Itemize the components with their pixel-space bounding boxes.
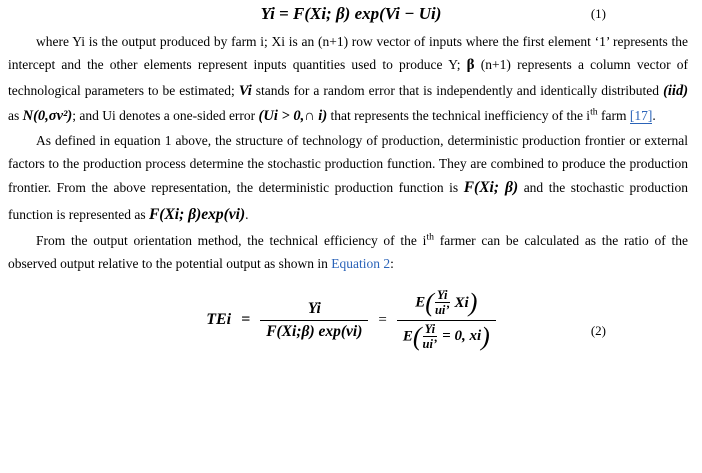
p1-period: . — [652, 107, 656, 123]
denominator-expectation-E: E — [402, 328, 413, 345]
document-page — [0, 4, 702, 473]
paragraph-1-block — [0, 30, 702, 275]
equation-2-equals: = — [241, 311, 251, 329]
denominator-tail: = 0, xi — [442, 328, 482, 345]
p1-part-b: (n+1) represents a column vector of technological parameters to be estimated; — [8, 57, 689, 99]
p1-part-c: stands for a random error that is independently and identically distributed — [255, 83, 660, 99]
paragraph-1 — [8, 30, 688, 129]
numerator-inner-num: Yi — [437, 288, 448, 303]
numerator-inner-den: ui’ — [434, 303, 450, 318]
fraction-1-denominator: F(Xi;β) exp(vi) — [260, 320, 368, 341]
numerator-expectation-E: E — [415, 294, 426, 311]
paragraph-2 — [8, 129, 688, 229]
p2-part-a: As defined in equation 1 above, the structure of technology of production, deterministic production frontier or external factors to the production process determine the stochastic production function. They are combined to produce the production frontier. From the above representation, the deterministic production function is — [8, 132, 688, 196]
equation-2 — [0, 283, 702, 357]
equation-2-equals-2: = — [378, 311, 387, 328]
equation-2-label: TEi — [206, 311, 232, 329]
p1-part-e: ; and Ui denotes a one-sided error — [72, 107, 256, 123]
equation-2-link[interactable]: Equation 2 — [331, 255, 391, 271]
p2-stochastic-function: F(Xi; β)exp(vi) — [148, 205, 246, 223]
numerator-close-paren: ) — [468, 288, 478, 318]
p2-part-b: and the stochastic production function is represented as — [8, 180, 688, 222]
equation-2-row — [0, 283, 702, 357]
denominator-inner-fraction — [423, 323, 438, 351]
p1-beta-symbol: β — [466, 57, 475, 74]
p1-part-g: farm — [597, 107, 627, 123]
equation-1: Yi = F(Xi; β) exp(Vi − Ui) — [260, 4, 442, 23]
p3-part-b: farmer can be calculated as the ratio of the observed output relative to the potential output as shown in — [8, 232, 688, 271]
p3-th-superscript: th — [426, 231, 434, 243]
numerator-tail: Xi — [454, 294, 469, 311]
numerator-open-paren: ( — [425, 288, 434, 318]
equation-1-row — [0, 4, 702, 24]
p2-period: . — [245, 206, 249, 222]
p1-iid-symbol: (iid) — [663, 83, 689, 100]
denominator-close-paren: ) — [481, 321, 490, 351]
equation-2-fraction-2 — [397, 289, 496, 351]
p1-part-f: that represents the technical inefficiency of the i — [330, 107, 591, 123]
numerator-inner-fraction — [435, 289, 450, 317]
fraction-2-numerator — [409, 289, 483, 319]
denominator-open-paren: ( — [412, 321, 422, 351]
paragraph-3 — [8, 229, 688, 275]
p1-th-superscript: th — [590, 106, 598, 118]
denominator-inner-den: ui’ — [422, 336, 438, 351]
equation-2-number: (2) — [590, 323, 606, 339]
p3-part-a: From the output orientation method, the technical efficiency of the i — [36, 232, 427, 248]
p1-vi-symbol: Vi — [238, 83, 252, 100]
equation-1-number: (1) — [590, 6, 606, 21]
p1-normal-distribution: N(0,σv²) — [22, 107, 73, 124]
equation-2-fraction-1 — [260, 300, 368, 341]
p1-part-a: where Yi is the output produced by farm i; Xi is an (n+1) row vector of inputs where the first element ‘1’ represents the intercept and the other elements represent inputs quantities used to produce Y; — [8, 34, 688, 73]
fraction-1-numerator: Yi — [307, 299, 321, 317]
fraction-2-denominator — [397, 320, 496, 351]
citation-link-17[interactable]: [17] — [629, 107, 653, 123]
p2-deterministic-function: F(Xi; β) — [463, 179, 519, 197]
p3-colon: : — [390, 255, 394, 271]
p1-part-d: as — [8, 107, 20, 123]
denominator-inner-num: Yi — [424, 321, 436, 336]
p1-ui-condition: (Ui > 0,∩ i) — [258, 107, 328, 124]
